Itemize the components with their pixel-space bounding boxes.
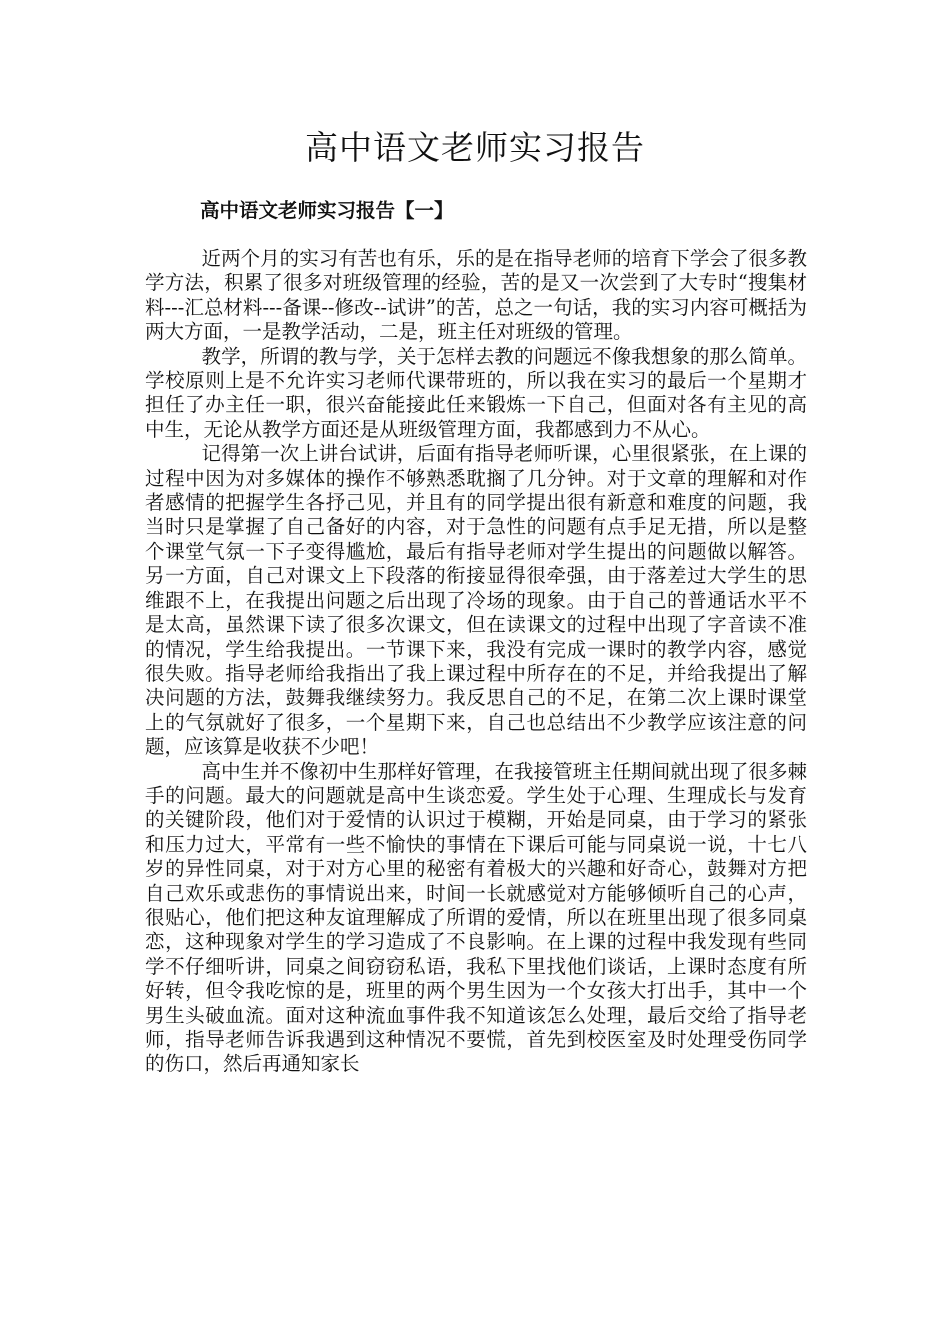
paragraph: 记得第一次上讲台试讲，后面有指导老师听课，心里很紧张，在上课的过程中因为对多媒体的操作不够熟悉耽搁了几分钟。对于文章的理解和对作者感情的把握学生各抒己见，并且有的同学提出很有新意和难度的问题，我当时只是掌握了自己备好的内容，对于急性的问题有点手足无措，所以是整个课堂气氛一下子变得尴尬，最后有指导老师对学生提出的问题做以解答。另一方面，自己对课文上下段落的衔接显得很牵强，由于落差过大学生的思维跟不上，在我提出问题之后出现了冷场的现象。由于自己的普通话水平不是太高，虽然课下读了很多次课文，但在读课文的过程中出现了字音读不准的情况，学生给我提出。一节课下来，我没有完成一课时的教学内容，感觉很失败。指导老师给我指出了我上课过程中所存在的不足，并给我提出了解决问题的方法，鼓舞我继续努力。我反思自己的不足，在第二次上课时课堂上的气氛就好了很多，一个星期下来，自己也总结出不少教学应该注意的问题，应该算是收获不少吧！ xyxy=(145,442,807,759)
document-title: 高中语文老师实习报告 xyxy=(305,128,645,167)
paragraph: 近两个月的实习有苦也有乐，乐的是在指导老师的培育下学会了很多教学方法，积累了很多对班级管理的经验，苦的是又一次尝到了大专时“搜集材料---汇总材料---备课--修改--试讲”的苦，总之一句话，我的实习内容可概括为两大方面，一是教学活动，二是，班主任对班级的管理。 xyxy=(145,247,807,344)
body-text xyxy=(145,247,807,1077)
paragraph: 教学，所谓的教与学，关于怎样去教的问题远不像我想象的那么简单。学校原则上是不允许实习老师代课带班的，所以我在实习的最后一个星期才担任了办主任一职，很兴奋能接此任来锻炼一下自己，但面对各有主见的高中生，无论从教学方面还是从班级管理方面，我都感到力不从心。 xyxy=(145,344,807,441)
paragraph: 高中生并不像初中生那样好管理，在我接管班主任期间就出现了很多棘手的问题。最大的问题就是高中生谈恋爱。学生处于心理、生理成长与发育的关键阶段，他们对于爱情的认识过于模糊，开始是同桌，由于学习的紧张和压力过大，平常有一些不愉快的事情在下课后可能与同桌说一说，十七八岁的异性同桌，对于对方心里的秘密有着极大的兴趣和好奇心，鼓舞对方把自己欢乐或悲伤的事情说出来，时间一长就感觉对方能够倾听自己的心声，很贴心，他们把这种友谊理解成了所谓的爱情，所以在班里出现了很多同桌恋，这种现象对学生的学习造成了不良影响。在上课的过程中我发现有些同学不仔细听讲，同桌之间窃窃私语，我私下里找他们谈话，上课时态度有所好转，但令我吃惊的是，班里的两个男生因为一个女孩大打出手，其中一个男生头破血流。面对这种流血事件我不知道该怎么处理，最后交给了指导老师，指导老师告诉我遇到这种情况不要慌，首先到校医室及时处理受伤同学的伤口，然后再通知家长 xyxy=(145,759,807,1076)
section-heading: 高中语文老师实习报告【一】 xyxy=(200,199,454,222)
